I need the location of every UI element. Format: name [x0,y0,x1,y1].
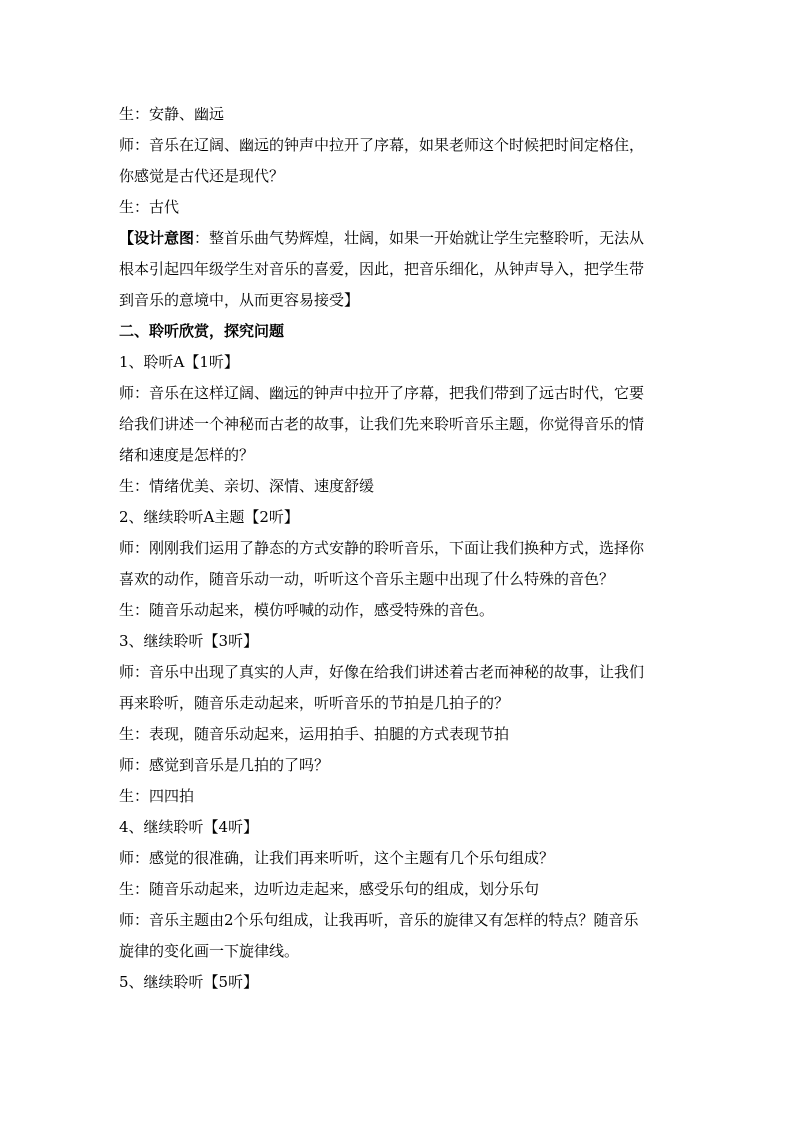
text-line: 5、继续聆听【5听】 [119,973,259,991]
text-line: 3、继续聆听【3听】 [119,632,259,650]
text-line: 师：感觉到音乐是几拍的了吗？ [119,756,330,774]
text-line: 师：音乐主题由2个乐句组成，让我再听，音乐的旋律又有怎样的特点？随音乐 [119,911,639,929]
text-line: 绪和速度是怎样的？ [119,446,255,464]
text-line: 给我们讲述一个神秘而古老的故事，让我们先来聆听音乐主题，你觉得音乐的情 [119,415,645,433]
design-intent-line [119,223,679,254]
text-line: 喜欢的动作，随音乐动一动，听听这个音乐主题中出现了什么特殊的音色？ [119,570,615,588]
text-line: 再来聆听，随音乐走动起来，听听音乐的节拍是几拍子的？ [119,694,510,712]
text-line: 生：情绪优美、亲切、深情、速度舒缓 [119,477,375,495]
text-line: 生：随音乐动起来，边听边走起来，感受乐句的组成，划分乐句 [119,880,540,898]
text-line: 生：古代 [119,198,180,216]
design-intent-label: 【设计意图 [119,229,195,247]
design-intent-text: ：整首乐曲气势辉煌，壮阔，如果一开始就让学生完整聆听，无法从 [194,229,645,247]
text-line: 生：表现，随音乐动起来，运用拍手、拍腿的方式表现节拍 [119,725,510,743]
text-line: 到音乐的意境中，从而更容易接受】 [119,291,360,309]
section-heading: 二、聆听欣赏，探究问题 [119,322,285,340]
text-line: 根本引起四年级学生对音乐的喜爱，因此，把音乐细化，从钟声导入，把学生带 [119,260,645,278]
text-line: 你感觉是古代还是现代？ [119,167,285,185]
document-body [119,99,679,998]
text-line: 师：刚刚我们运用了静态的方式安静的聆听音乐，下面让我们换种方式，选择你 [119,539,645,557]
text-line: 师：感觉的很准确，让我们再来听听，这个主题有几个乐句组成？ [119,849,555,867]
text-line: 4、继续聆听【4听】 [119,818,259,836]
text-line: 2、继续聆听A主题【2听】 [119,508,299,526]
text-line: 生：安静、幽远 [119,105,225,123]
text-line: 师：音乐在这样辽阔、幽远的钟声中拉开了序幕，把我们带到了远古时代，它要 [119,384,645,402]
text-line: 师：音乐中出现了真实的人声，好像在给我们讲述着古老而神秘的故事，让我们 [119,663,645,681]
text-line: 生：四四拍 [119,787,195,805]
text-line: 旋律的变化画一下旋律线。 [119,942,300,960]
text-line: 生：随音乐动起来，模仿呼喊的动作，感受特殊的音色。 [119,601,495,619]
text-line: 1、聆听A【1听】 [119,353,239,371]
text-line: 师：音乐在辽阔、幽远的钟声中拉开了序幕，如果老师这个时候把时间定格住， [119,136,645,154]
